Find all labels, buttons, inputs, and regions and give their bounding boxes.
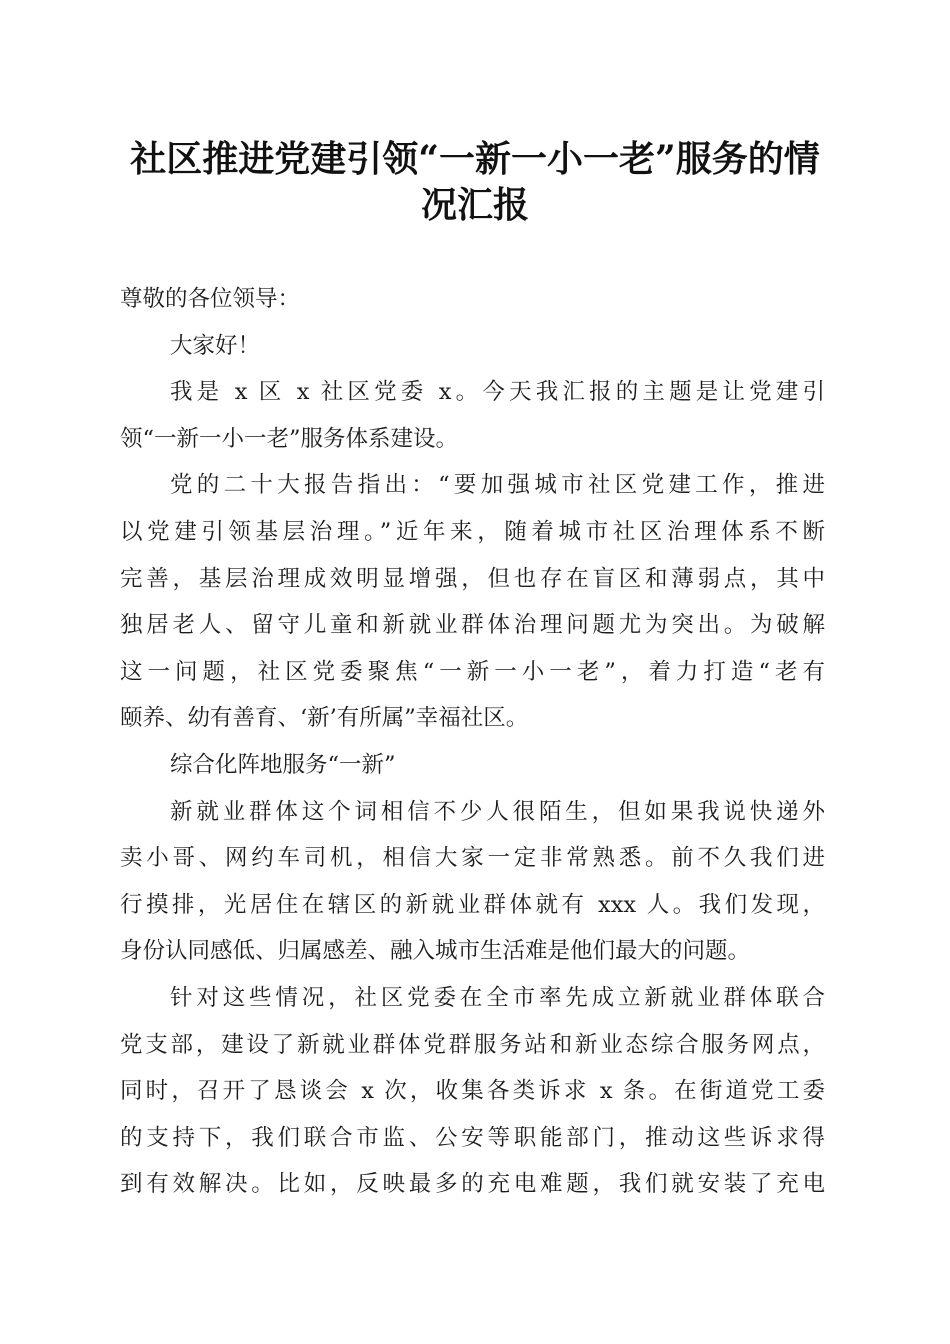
paragraph-line: 行摸排，光居住在辖区的新就业群体就有 xxx 人。我们发现， <box>120 891 825 918</box>
document-body <box>120 276 825 1208</box>
section-heading-line: 综合化阵地服务“一新” <box>170 751 396 778</box>
section-heading <box>120 742 825 789</box>
title-line: 社区推进党建引领“一新一小一老”服务的情 <box>130 138 820 180</box>
paragraph-line: 到有效解决。比如，反映最多的充电难题，我们就安装了充电 <box>120 1171 825 1198</box>
paragraph-line: 卖小哥、网约车司机，相信大家一定非常熟悉。前不久我们进 <box>120 845 825 872</box>
paragraph-line: 我是 x 区 x 社区党委 x。今天我汇报的主题是让党建引 <box>170 379 825 406</box>
salutation <box>120 276 825 323</box>
paragraph-line: 新就业群体这个词相信不少人很陌生，但如果我说快递外 <box>170 798 825 825</box>
paragraph-line: 大家好！ <box>170 332 261 359</box>
paragraph-line: 独居老人、留守儿童和新就业群体治理问题尤为突出。为破解 <box>120 612 825 639</box>
paragraph-line: 同时，召开了恳谈会 x 次，收集各类诉求 x 条。在街道党工委 <box>120 1078 825 1105</box>
paragraph-greeting <box>120 323 825 370</box>
salutation-line: 尊敬的各位领导： <box>120 286 301 312</box>
title-line: 况汇报 <box>420 184 529 226</box>
paragraph-line: 身份认同感低、归属感差、融入城市生活难是他们最大的问题。 <box>120 938 751 965</box>
paragraph-background <box>120 462 825 742</box>
paragraph-line: 的支持下，我们联合市监、公安等职能部门，推动这些诉求得 <box>120 1124 825 1151</box>
paragraph-line: 针对这些情况，社区党委在全市率先成立新就业群体联合 <box>170 984 825 1011</box>
paragraph-line: 以党建引领基层治理。”近年来，随着城市社区治理体系不断 <box>120 518 825 545</box>
document-title <box>100 136 850 228</box>
paragraph-measures <box>120 975 825 1208</box>
paragraph-line: 领“一新一小一老”服务体系建设。 <box>120 425 459 452</box>
paragraph-intro <box>120 369 825 462</box>
paragraph-line: 党的二十大报告指出：“要加强城市社区党建工作，推进 <box>170 472 825 499</box>
paragraph-new-employment <box>120 789 825 975</box>
paragraph-line: 这一问题，社区党委聚焦“一新一小一老”，着力打造“老有 <box>120 658 825 685</box>
paragraph-line: 党支部，建设了新就业群体党群服务站和新业态综合服务网点， <box>120 1031 825 1058</box>
paragraph-line: 颐养、幼有善育、‘新’有所属”幸福社区。 <box>120 705 529 732</box>
paragraph-line: 完善，基层治理成效明显增强，但也存在盲区和薄弱点，其中 <box>120 565 825 592</box>
